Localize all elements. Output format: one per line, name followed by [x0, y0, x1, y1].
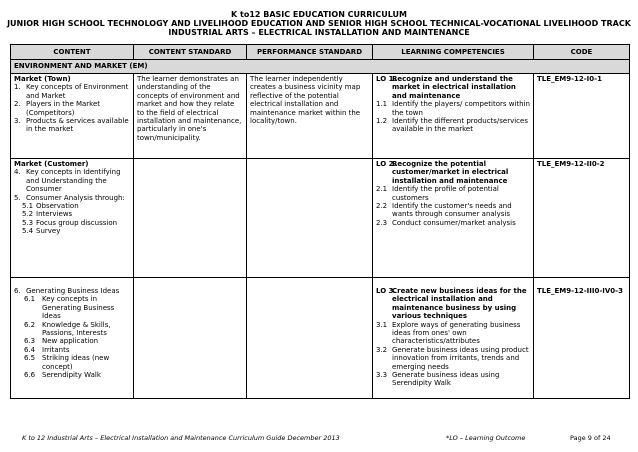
- sub-item-text: Serendipity Walk: [42, 371, 101, 380]
- competency-item: [376, 117, 530, 134]
- competency-text: Identify the customer's needs and wants through consumer analysis: [392, 202, 512, 219]
- sub-list-item: [14, 337, 130, 345]
- list-item: [14, 100, 130, 117]
- competency-item: [376, 202, 530, 219]
- content-standard-cell: [134, 278, 247, 399]
- competency-number: 3.1: [376, 320, 388, 329]
- competency-item: [376, 219, 530, 227]
- sub-list-item: [14, 346, 130, 354]
- competency-item: [376, 371, 530, 388]
- table-row: [11, 74, 630, 159]
- sub-item-text: Observation: [36, 202, 79, 211]
- code-text: TLE_EM9-12-III0-IV0-3: [537, 287, 623, 295]
- competency-item: [376, 100, 530, 117]
- list-item-text: Consumer Analysis through:: [26, 193, 125, 202]
- performance-standard-cell: The learner independently creates a business vicinity map reflective of the potential electrical installation and maintenance market within the locality/town.: [247, 74, 373, 159]
- sub-list-item: [14, 321, 130, 338]
- list-item: [14, 83, 130, 100]
- learning-outcome-title: Recognize and understand the market in electrical installation and maintenance: [392, 75, 516, 100]
- column-header-code: CODE: [534, 45, 630, 60]
- curriculum-table: [10, 44, 630, 399]
- sub-list-item: [14, 371, 130, 379]
- sub-item-number: 6.2: [24, 320, 36, 329]
- sub-item-number: 6.5: [24, 354, 36, 363]
- list-item: [14, 287, 130, 295]
- learning-outcome-title: Recognize the potential customer/market in electrical installation and maintenance: [392, 160, 509, 185]
- sub-item-text: Striking ideas (new concept): [42, 354, 110, 371]
- footer-title: K to 12 Industrial Arts – Electrical Installation and Maintenance Curriculum Guide December 2013: [22, 434, 340, 442]
- competency-number: 2.1: [376, 185, 388, 194]
- competency-text: Generate business ideas using Serendipity Walk: [392, 371, 500, 388]
- column-header-content: CONTENT: [11, 45, 134, 60]
- list-item: [14, 168, 130, 193]
- competency-number: 3.3: [376, 371, 388, 380]
- sub-list-item: [14, 202, 130, 210]
- sub-item-text: Key concepts in Generating Business Ideas: [42, 295, 115, 321]
- content-cell: [11, 74, 134, 159]
- column-header-content-standard: CONTENT STANDARD: [134, 45, 247, 60]
- list-item: [14, 194, 130, 202]
- list-item-text: Players in the Market (Competitors): [26, 100, 101, 117]
- learning-outcome: [376, 75, 530, 100]
- footer-note: *LO – Learning Outcome: [446, 434, 526, 442]
- competency-text: Explore ways of generating business ideas from ones' own characteristics/attributes: [392, 320, 521, 346]
- sub-list-item: [14, 295, 130, 320]
- content-cell: [11, 278, 134, 399]
- sub-item-text: Knowledge & Skills, Passions, Interests: [42, 320, 111, 338]
- sub-item-number: 6.1: [24, 295, 36, 304]
- learning-outcome: [376, 287, 530, 321]
- list-item: [14, 117, 130, 134]
- page-number: Page 9 of 24: [570, 434, 611, 442]
- section-title: ENVIRONMENT AND MARKET (EM): [11, 60, 630, 74]
- competency-text: Generate business ideas using product innovation from irritants, trends and emerging needs: [392, 345, 529, 371]
- competency-text: Identify the profile of potential customers: [392, 185, 499, 202]
- column-header-learning-competencies: LEARNING COMPETENCIES: [373, 45, 534, 60]
- sub-list-item: [14, 219, 130, 227]
- sub-item-text: Survey: [36, 227, 61, 236]
- learning-outcome-number: LO 1.: [376, 75, 397, 83]
- sub-list-item: [14, 210, 130, 218]
- competency-number: 3.2: [376, 345, 388, 354]
- competencies-cell: [373, 159, 534, 278]
- competency-text: Conduct consumer/market analysis: [392, 218, 516, 227]
- list-item-number: 5.: [14, 193, 21, 202]
- competency-number: 1.2: [376, 117, 388, 126]
- performance-standard-cell: [247, 159, 373, 278]
- content-standard-cell: [134, 159, 247, 278]
- list-item-number: 3.: [14, 117, 21, 126]
- code-cell: TLE_EM9-12-I0-1: [534, 74, 630, 159]
- code-cell: TLE_EM9-12-II0-2: [534, 159, 630, 278]
- sub-item-number: 6.6: [24, 371, 36, 380]
- competencies-cell: [373, 278, 534, 399]
- table-header-row: [11, 45, 630, 60]
- list-item-number: 4.: [14, 168, 21, 177]
- code-cell: [534, 278, 630, 399]
- sub-item-number: 5.4: [22, 227, 34, 236]
- sub-list-item: [14, 354, 130, 371]
- section-row: [11, 60, 630, 74]
- content-title: Market (Customer): [14, 160, 89, 168]
- learning-outcome: [376, 160, 530, 185]
- column-header-performance-standard: PERFORMANCE STANDARD: [247, 45, 373, 60]
- content-cell: [11, 159, 134, 278]
- learning-outcome-title: Create new business ideas for the electrical installation and maintenance business by using various techniques: [392, 287, 527, 321]
- competency-number: 2.3: [376, 218, 388, 227]
- document-program: INDUSTRIAL ARTS – ELECTRICAL INSTALLATION AND MAINTENANCE: [168, 28, 470, 37]
- competency-item: [376, 321, 530, 346]
- list-item-number: 2.: [14, 100, 21, 109]
- competency-item: [376, 185, 530, 202]
- performance-standard-cell: [247, 278, 373, 399]
- learning-outcome-number: LO 2.: [376, 160, 397, 168]
- list-item-text: Generating Business Ideas: [26, 287, 120, 295]
- sub-item-number: 6.4: [24, 345, 36, 354]
- competency-text: Identify the players/ competitors within the town: [392, 100, 530, 117]
- content-standard-cell: The learner demonstrates an understanding of the concepts of environment and market and how they relate to the field of electrical installation and maintenance, particularly in one's town/municipality.: [134, 74, 247, 159]
- table-row: [11, 159, 630, 278]
- sub-item-text: Focus group discussion: [36, 218, 118, 227]
- list-item-text: Products & services available in the market: [26, 117, 129, 134]
- sub-item-number: 5.3: [22, 218, 34, 227]
- document-subtitle: JUNIOR HIGH SCHOOL TECHNOLOGY AND LIVELIHOOD EDUCATION AND SENIOR HIGH SCHOOL TECHNICAL-VOCATIONAL LIVELIHOOD TRACK: [7, 19, 631, 28]
- sub-item-text: Irritants: [42, 345, 70, 354]
- learning-outcome-number: LO 3.: [376, 287, 397, 295]
- sub-item-number: 5.1: [22, 202, 34, 211]
- list-item-number: 1.: [14, 83, 21, 92]
- table-row: [11, 278, 630, 399]
- sub-item-number: 6.3: [24, 337, 36, 346]
- competency-text: Identify the different products/services available in the market: [392, 117, 528, 134]
- sub-list-item: [14, 227, 130, 235]
- sub-item-text: New application: [42, 337, 99, 346]
- document-title: K to12 BASIC EDUCATION CURRICULUM: [231, 10, 407, 19]
- sub-item-text: Interviews: [36, 210, 73, 219]
- competency-number: 1.1: [376, 100, 388, 109]
- competency-item: [376, 346, 530, 371]
- competencies-cell: [373, 74, 534, 159]
- list-item-text: Key concepts of Environment and Market: [26, 83, 129, 100]
- list-item-number: 6.: [14, 287, 21, 295]
- list-item-text: Key concepts in Identifying and Understanding the Consumer: [26, 168, 121, 194]
- competency-number: 2.2: [376, 202, 388, 211]
- content-title: Market (Town): [14, 75, 71, 83]
- sub-item-number: 5.2: [22, 210, 34, 219]
